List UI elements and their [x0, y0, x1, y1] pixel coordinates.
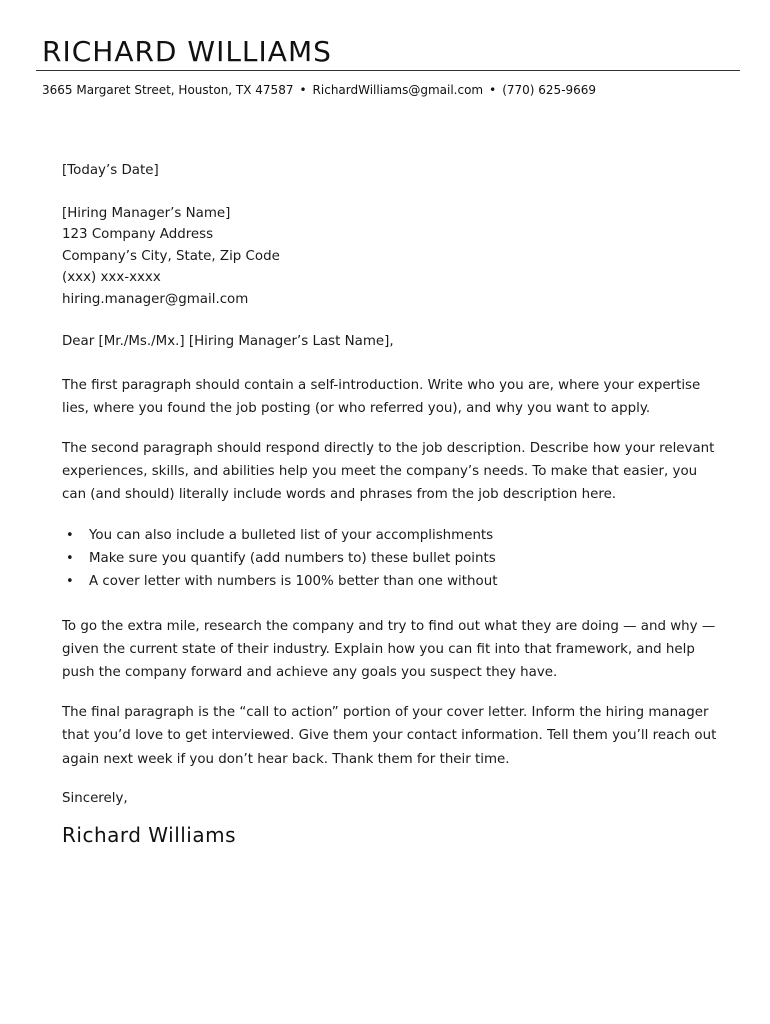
- list-item: • A cover letter with numbers is 100% better than one without: [89, 570, 722, 593]
- recipient-name: [Hiring Manager’s Name]: [62, 205, 231, 221]
- letter-body: [62, 160, 722, 849]
- letterhead: [36, 34, 740, 71]
- separator-bullet: •: [299, 83, 307, 97]
- paragraph-research: To go the extra mile, research the company and try to find out what they are doing — and why — given the current state of their industry. Explain how you can fit into that framework, and help push the company forward and achieve any goals you suspect they have.: [62, 618, 716, 680]
- list-item: • Make sure you quantify (add numbers to) these bullet points: [89, 547, 722, 570]
- closing: Sincerely,: [62, 790, 128, 806]
- recipient-block: [62, 203, 722, 311]
- separator-bullet: •: [489, 83, 497, 97]
- sender-name-heading: RICHARD WILLIAMS: [42, 35, 332, 68]
- salutation-block: [62, 331, 722, 353]
- signature: Richard Williams: [62, 822, 237, 847]
- accomplishments-list: [62, 524, 722, 593]
- header-divider: [36, 70, 740, 71]
- date-block: [62, 160, 722, 182]
- paragraph-call-to-action: The final paragraph is the “call to action” portion of your cover letter. Inform the hiring manager that you’d love to get interviewed. Give them your contact information. Tell them you’ll reach out again next week if you don’t hear back. Thank them for their time.: [62, 705, 717, 767]
- contact-line: [42, 83, 596, 97]
- salutation: Dear [Mr./Ms./Mx.] [Hiring Manager’s Last Name],: [62, 334, 394, 349]
- recipient-city: Company’s City, State, Zip Code: [62, 248, 280, 264]
- paragraph-intro: The first paragraph should contain a self-introduction. Write who you are, where your expertise lies, where you found the job posting (or who referred you), and why you want to apply.: [62, 377, 701, 416]
- paragraph-job-description: The second paragraph should respond directly to the job description. Describe how your relevant experiences, skills, and abilities help you meet the company’s needs. To make that easier, you can (and should) literally include words and phrases from the job description here.: [62, 440, 715, 503]
- sender-email: RichardWilliams@gmail.com: [312, 83, 484, 97]
- recipient-phone: (xxx) xxx-xxxx: [62, 270, 161, 285]
- recipient-address: 123 Company Address: [62, 227, 214, 242]
- letter-date: [Today’s Date]: [62, 163, 159, 178]
- recipient-email: hiring.manager@gmail.com: [62, 291, 249, 307]
- sender-phone: (770) 625-9669: [502, 83, 597, 97]
- sender-address: 3665 Margaret Street, Houston, TX 47587: [42, 83, 294, 97]
- list-item: • You can also include a bulleted list of your accomplishments: [89, 524, 722, 547]
